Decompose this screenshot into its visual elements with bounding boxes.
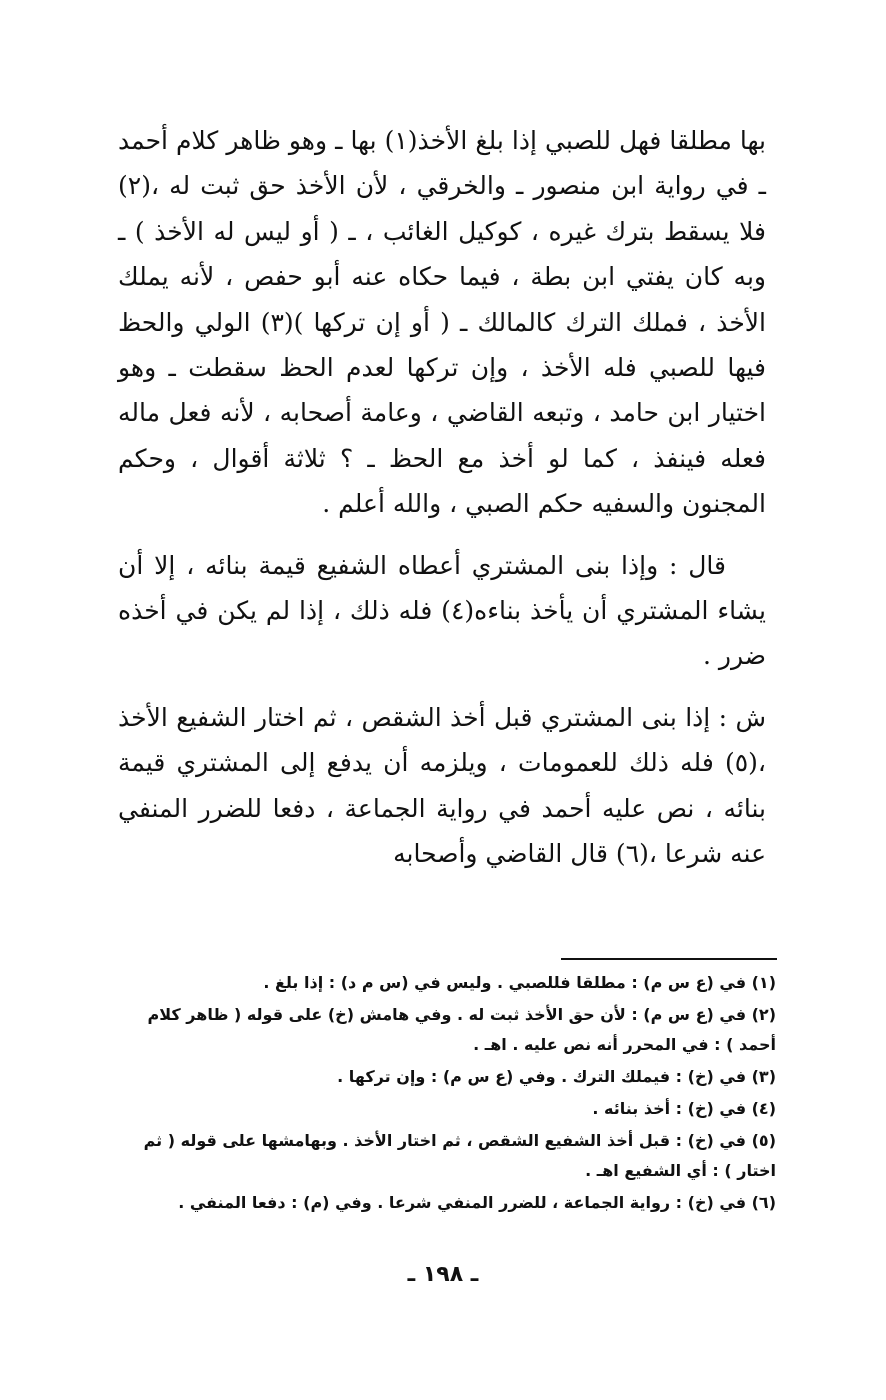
footnote-1: (١) في (ع س م) : مطلقا فللصبي . وليس في (س م د) : إذا بلغ .	[263, 973, 776, 992]
footnote-3: (٣) في (خ) : فيملك الترك . وفي (ع س م) : وإن تركها .	[337, 1067, 776, 1086]
footnotes	[112, 968, 776, 1220]
footnote-4: (٤) في (خ) : أخذ بنائه .	[592, 1099, 776, 1118]
main-text	[118, 118, 766, 893]
paragraph-3-sharh: ش : إذا بنى المشتري قبل أخذ الشقص ، ثم اختار الشفيع الأخذ ،(٥) فله ذلك للعمومات ، ويلزمه أن يدفع إلى المشتري قيمة بنائه ، نص عليه أحمد في رواية الجماعة ، دفعا للضرر المنفي عنه شرعا ،(٦) قال القاضي وأصحابه	[118, 702, 766, 869]
paragraph-2-matn: قال : وإذا بنى المشتري أعطاه الشفيع قيمة بنائه ، إلا أن يشاء المشتري أن يأخذ بناءه(٤) فله ذلك ، إذا لم يكن في أخذه ضرر .	[118, 550, 766, 671]
footnote-2: (٢) في (ع س م) : لأن حق الأخذ ثبت له . وفي هامش (خ) على قوله ( ظاهر كلام أحمد ) : في المحرر أنه نص عليه . اهـ .	[147, 1005, 776, 1054]
footnote-6: (٦) في (خ) : رواية الجماعة ، للضرر المنفي شرعا . وفي (م) : دفعا المنفي .	[178, 1193, 776, 1212]
paragraph-1: بها مطلقا فهل للصبي إذا بلغ الأخذ(١) بها ـ وهو ظاهر كلام أحمد ـ في رواية ابن منصور ـ والخرقي ، لأن الأخذ حق ثبت له ،(٢) فلا يسقط بترك غيره ، كوكيل الغائب ، ـ ( أو ليس له الأخذ ) ـ وبه كان يفتي ابن بطة ، فيما حكاه عنه أبو حفص ، لأنه يملك الأخذ ، فملك الترك كالمالك ـ ( أو إن تركها )(٣) الولي والحظ فيها للصبي فله الأخذ ، وإن تركها لعدم الحظ سقطت ـ وهو اختيار ابن حامد ، وتبعه القاضي ، وعامة أصحابه ، لأنه فعل ماله فعله فينفذ ، كما لو أخذ مع الحظ ـ ؟ ثلاثة أقوال ، وحكم المجنون والسفيه حكم الصبي ، والله أعلم .	[118, 126, 766, 519]
footnote-5: (٥) في (خ) : قبل أخذ الشفيع الشقص ، ثم اختار الأخذ . وبهامشها على قوله ( ثم اختار ) : أي الشفيع اهـ .	[143, 1131, 776, 1180]
page-number: ـ ١٩٨ ـ	[407, 1262, 479, 1287]
footnote-separator	[561, 958, 777, 960]
